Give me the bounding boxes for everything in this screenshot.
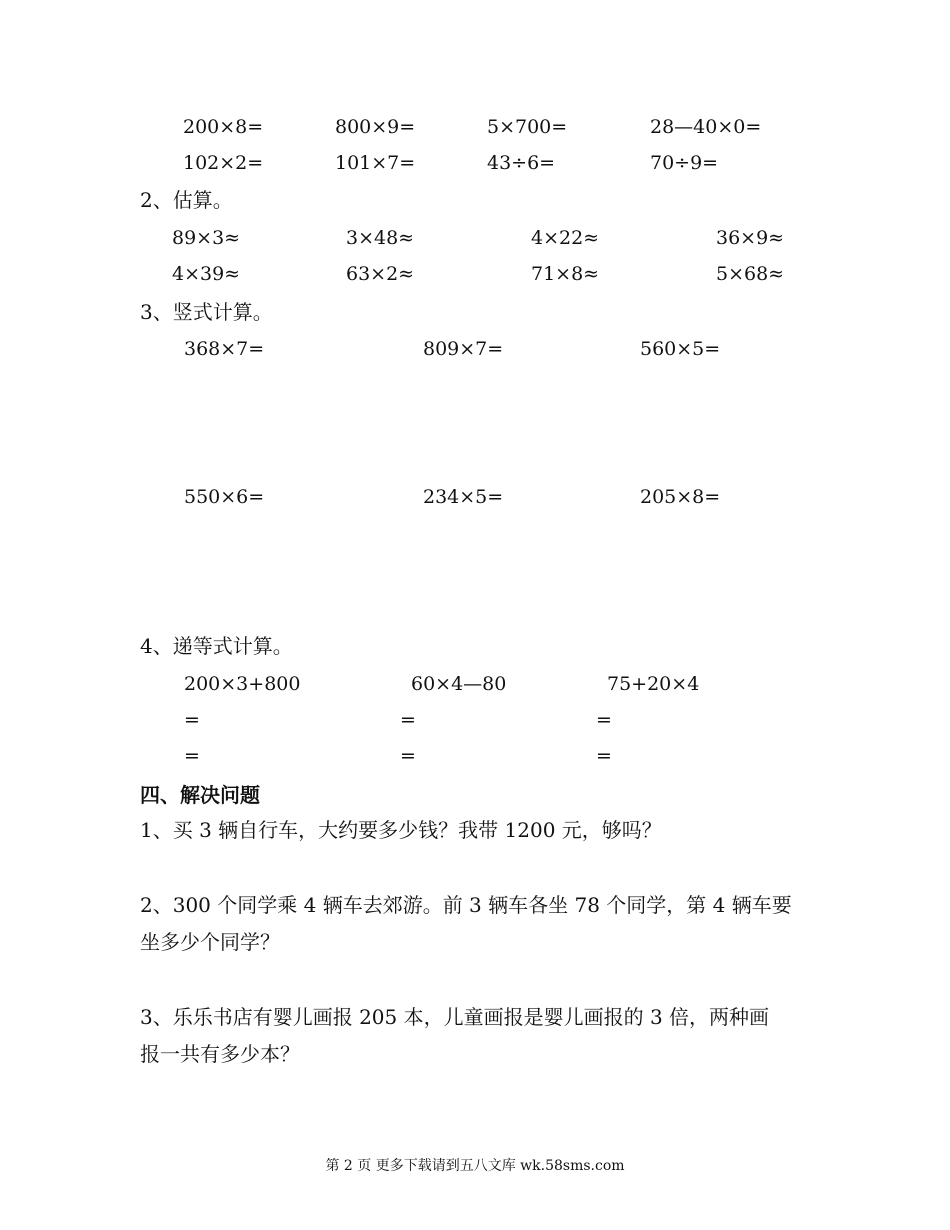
vertical-expr: 560×5= <box>640 338 721 360</box>
vertical-expr: 368×7= <box>184 338 265 360</box>
equals-sign: = <box>596 745 612 767</box>
estimate-expr: 89×3≈ <box>172 227 241 249</box>
estimate-expr: 71×8≈ <box>531 263 600 285</box>
equals-sign: = <box>184 745 200 767</box>
vertical-title: 3、竖式计算。 <box>140 300 273 324</box>
equals-sign: = <box>184 709 200 731</box>
estimate-title: 2、估算。 <box>140 188 233 212</box>
estimate-expr: 4×22≈ <box>531 227 600 249</box>
stepwise-expr: 60×4—80 <box>411 673 507 695</box>
oral-expr: 70÷9= <box>650 152 719 174</box>
problem-text: 1、买 3 辆自行车，大约要多少钱？我带 1200 元，够吗？ <box>140 818 662 842</box>
estimate-expr: 3×48≈ <box>346 227 415 249</box>
estimate-expr: 63×2≈ <box>346 263 415 285</box>
estimate-expr: 5×68≈ <box>716 263 785 285</box>
oral-expr: 800×9= <box>335 116 416 138</box>
vertical-expr: 550×6= <box>184 486 265 508</box>
stepwise-title: 4、递等式计算。 <box>140 634 293 658</box>
equals-sign: = <box>400 709 416 731</box>
equals-sign: = <box>596 709 612 731</box>
oral-expr: 102×2= <box>183 152 264 174</box>
section-title: 四、解决问题 <box>140 783 260 807</box>
vertical-expr: 234×5= <box>423 486 504 508</box>
oral-expr: 5×700= <box>487 116 568 138</box>
oral-expr: 43÷6= <box>487 152 556 174</box>
vertical-expr: 205×8= <box>640 486 721 508</box>
problem-text: 2、300 个同学乘 4 辆车去郊游。前 3 辆车各坐 78 个同学，第 4 辆车要 <box>140 893 792 917</box>
page-footer: 第 2 页 更多下载请到五八文库 wk.58sms.com <box>325 1158 625 1174</box>
problem-text: 3、乐乐书店有婴儿画报 205 本，儿童画报是婴儿画报的 3 倍，两种画 <box>140 1005 770 1029</box>
oral-expr: 101×7= <box>335 152 416 174</box>
stepwise-expr: 200×3+800 <box>184 673 301 695</box>
stepwise-expr: 75+20×4 <box>607 673 700 695</box>
estimate-expr: 36×9≈ <box>716 227 785 249</box>
oral-expr: 28—40×0= <box>650 116 762 138</box>
equals-sign: = <box>400 745 416 767</box>
oral-expr: 200×8= <box>183 116 264 138</box>
problem-text: 坐多少个同学？ <box>140 930 280 954</box>
estimate-expr: 4×39≈ <box>172 263 241 285</box>
vertical-expr: 809×7= <box>423 338 504 360</box>
problem-text: 报一共有多少本？ <box>140 1042 300 1066</box>
